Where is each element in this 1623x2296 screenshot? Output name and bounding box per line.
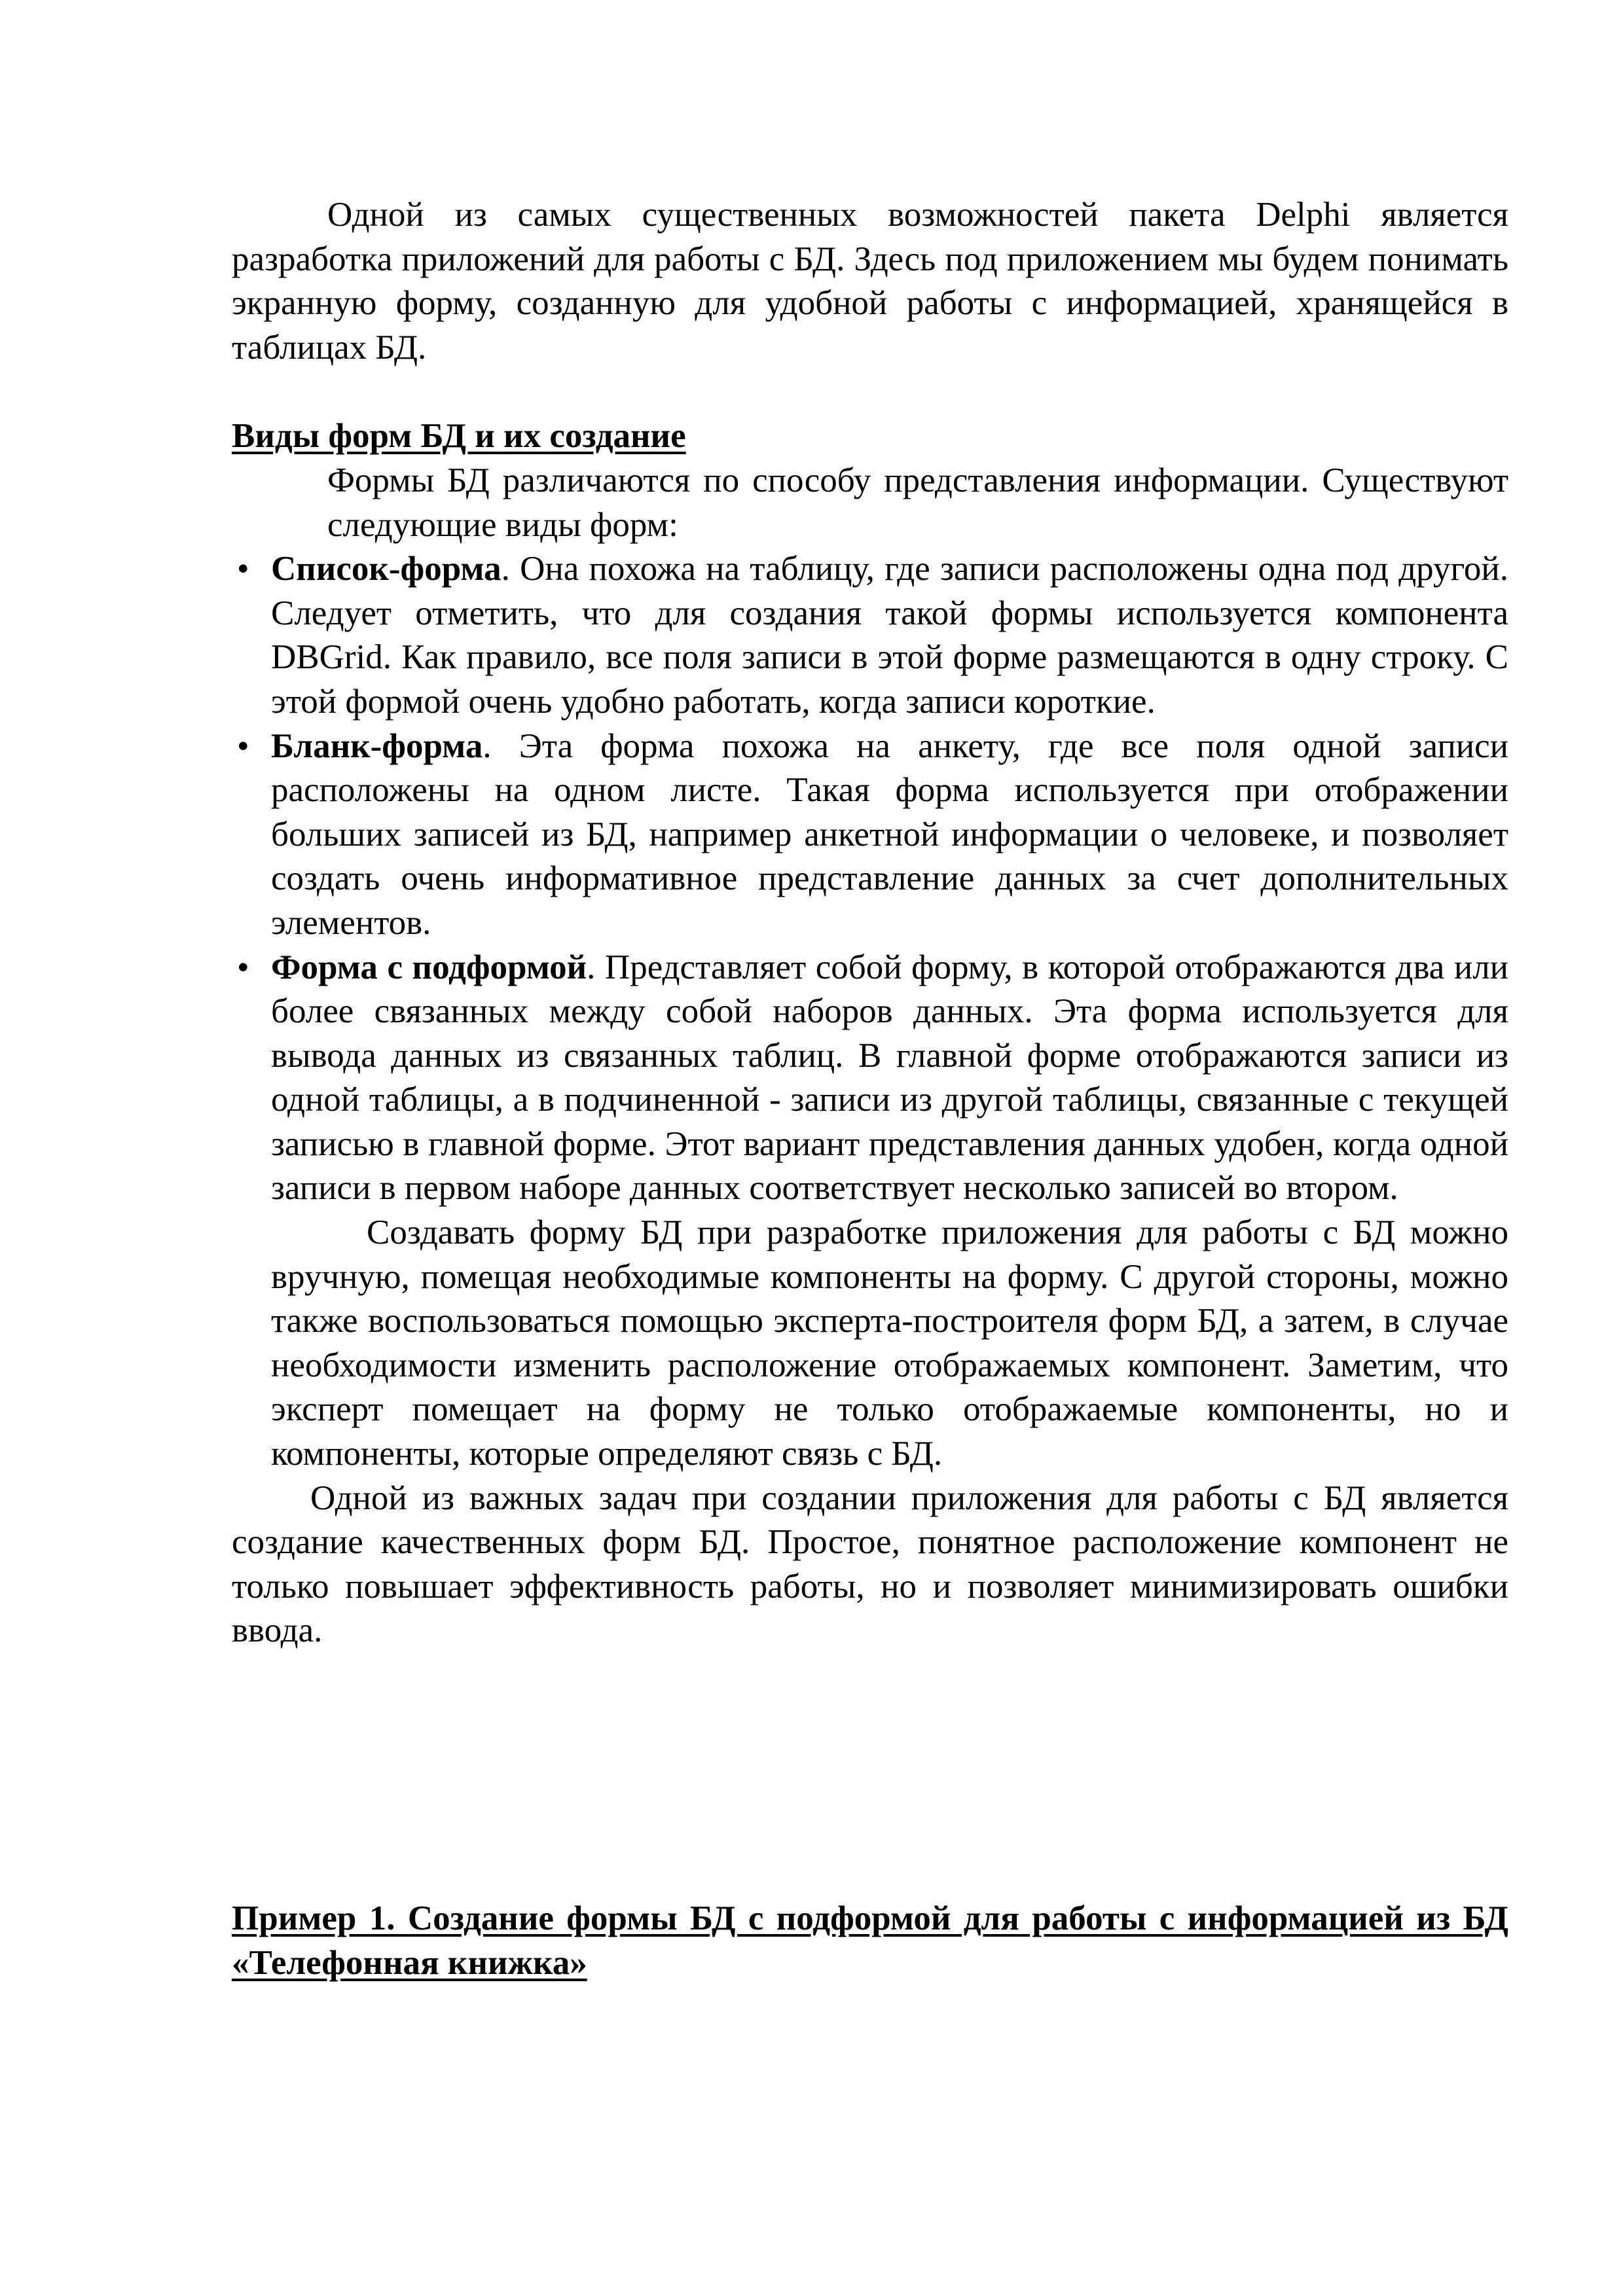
bullet-icon: • — [237, 726, 249, 765]
list-item-term: Форма с подформой — [271, 948, 587, 986]
intro-paragraph: Одной из самых существенных возможностей пакета Delphi является разработка приложений для работы с БД. Здесь под приложением мы будем понимать экранную форму, созданную для удобной работы с информацией, хранящейся в таблицах БД. — [232, 196, 1508, 367]
list-item — [232, 547, 1508, 724]
section-heading: Виды форм БД и их создание — [232, 417, 686, 456]
creation-paragraph: Создавать форму БД при разработке приложения для работы с БД можно вручную, помещая необходимые компоненты на форму. С другой стороны, можно также воспользоваться помощью эксперта-построителя форм БД, а затем, в случае необходимости изменить расположение отображаемых компонент. Заметим, что эксперт помещает на форму не только отображаемые компоненты, но и компоненты, которые определяют связь с БД. — [271, 1213, 1508, 1473]
list-item-text: . Она похожа на таблицу, где записи расположены одна под другой. Следует отметить, что для создания такой формы используется компонента DBGrid. Как правило, все поля записи в этой форме размещаются в одну строку. С этой формой очень удобно работать, когда записи короткие. — [271, 550, 1508, 721]
bullet-icon: • — [237, 948, 249, 986]
list-item-text: . Представляет собой форму, в которой отображаются два или более связанных между собой наборов данных. Эта форма используется для вывода данных из связанных таблиц. В главной форме отображаются записи из одной таблицы, а в подчиненной - записи из другой таблицы, связанные с текущей записью в главной форме. Этот вариант представления данных удобен, когда одной записи в первом наборе данных соответствует несколько записей во втором. — [271, 948, 1509, 1208]
form-types-list — [232, 547, 1508, 1211]
list-item — [232, 725, 1508, 946]
document-page — [232, 193, 1508, 1985]
bullet-icon: • — [237, 550, 249, 588]
list-item-term: Бланк-форма — [271, 726, 483, 765]
example-heading: Пример 1. Создание формы БД с подформой для работы с информацией из БД «Телефонная книжка» — [232, 1899, 1508, 1982]
list-item — [232, 946, 1508, 1211]
section-intro-paragraph: Формы БД различаются по способу представления информации. Существуют следующие виды форм: — [327, 461, 1508, 544]
quality-paragraph: Одной из важных задач при создании приложения для работы с БД является создание качественных форм БД. Простое, понятное расположение компонент не только повышает эффективность работы, но и позволяет минимизировать ошибки ввода. — [232, 1479, 1508, 1650]
list-item-text: . Эта форма похожа на анкету, где все поля одной записи расположены на одном листе. Такая форма используется при отображении больших записей из БД, например анкетной информации о человеке, и позволяет создать очень информативное представление данных за счет дополнительных элементов. — [271, 726, 1508, 942]
list-item-term: Список-форма — [271, 550, 501, 588]
